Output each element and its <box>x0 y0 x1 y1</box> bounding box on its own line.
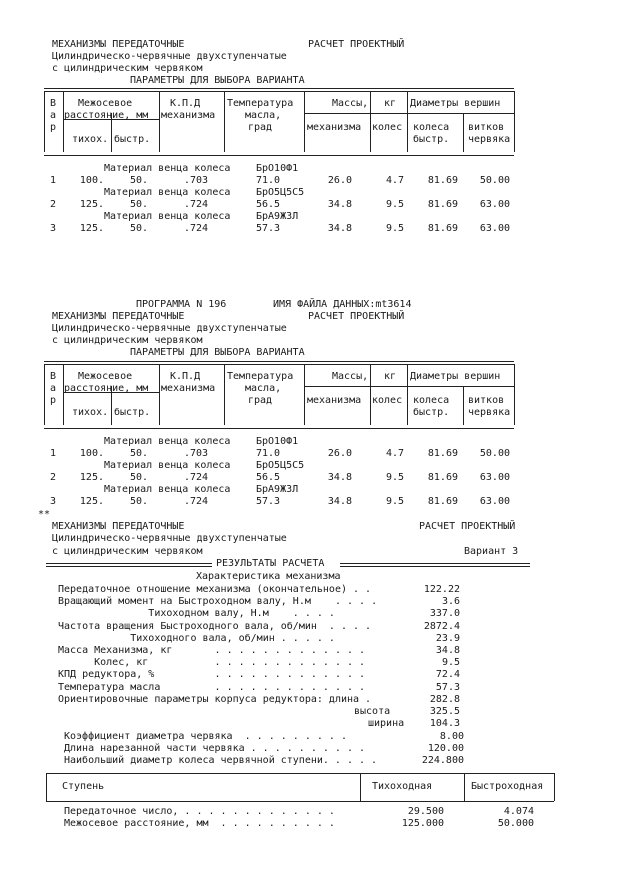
t2-row2-kpd: .724 <box>184 496 209 507</box>
t1-col-mass-mech: механизма <box>307 122 362 133</box>
results-rule-left <box>46 563 212 567</box>
t2-col-n-2: а <box>50 383 57 394</box>
t2-vline-6 <box>407 364 408 425</box>
t1-col-n-1: В <box>50 98 57 109</box>
t1-row1-slow: 125. <box>79 199 104 210</box>
t1-header-bottom <box>44 155 514 156</box>
t2-vline-7 <box>463 386 464 425</box>
stage-top-rule <box>46 773 554 774</box>
b3-subtitle-2: с цилиндрическим червяком <box>52 546 203 557</box>
result-value-6: 9.5 <box>441 657 460 669</box>
stage-row-slow-1: 125.000 <box>401 818 444 829</box>
result2-label-0: Коэффициент диаметра червяка . . . . . . . . . <box>64 731 347 742</box>
t1-row2-dworm: 63.00 <box>479 223 510 234</box>
result-value-4: 23.9 <box>435 632 460 644</box>
t2-col-temp3: град <box>248 395 273 406</box>
result-value-0: 122.22 <box>423 584 460 595</box>
t2-col-fast: быстр. <box>114 407 151 418</box>
b1-subtitle-2: с цилиндрическим червяком <box>52 63 203 74</box>
t1-col-temp3: град <box>248 122 273 133</box>
t2-row0-slow: 100. <box>79 448 104 459</box>
t1-row1-mmech: 34.8 <box>327 199 352 210</box>
t2-row1-fast: 50. <box>129 472 148 483</box>
params-table-1 <box>0 88 620 238</box>
result-label-3: Частота вращения Быстроходного вала, об/мин . . . . <box>58 620 372 632</box>
result-value-3: 2872.4 <box>423 620 460 632</box>
t2-row1-kpd: .724 <box>184 472 209 483</box>
result-value-9: 282.8 <box>429 693 460 705</box>
result-label-5: Масса Механизма, кг . . . . . . . . . . . . . <box>58 645 366 656</box>
t2-row2-slow: 125. <box>79 496 104 507</box>
t1-row2-slow: 125. <box>79 223 104 234</box>
result2-value-0: 8.00 <box>439 731 464 742</box>
stage-row-slow-0: 29.500 <box>407 806 444 817</box>
t1-row0-slow: 100. <box>79 175 104 186</box>
t1-row0-dworm: 50.00 <box>479 175 510 186</box>
b1-subtitle-3: ПАРАМЕТРЫ ДЛЯ ВЫБОРА ВАРИАНТА <box>130 75 305 86</box>
t2-vline-3 <box>224 364 225 425</box>
t1-col-diam-worm2: червяка <box>468 134 511 145</box>
b2-datafile: ИМЯ ФАЙЛА ДАННЫХ:mt3614 <box>273 299 412 310</box>
t2-row1-mat: БрО5Ц5С5 <box>256 460 305 471</box>
t2-row1-mwheel: 9.5 <box>385 472 404 483</box>
t2-header-bottom <box>44 428 514 429</box>
result-label-0: Передаточное отношение механизма (окончательное) . . <box>58 584 372 595</box>
t2-row0-dworm: 50.00 <box>479 448 510 459</box>
t2-row0-kpd: .703 <box>184 448 209 459</box>
t1-row0-mwheel: 4.7 <box>385 175 404 186</box>
result2-label-2: Наибольший диаметр колеса червячной ступени. . . . . <box>64 755 378 767</box>
b2-header-right: РАСЧЕТ ПРОЕКТНЫЙ <box>308 311 405 322</box>
t1-row2-kpd: .724 <box>184 223 209 234</box>
t1-vline-3 <box>224 91 225 152</box>
t1-row0-mat: БрО10Ф1 <box>256 163 299 174</box>
t2-row2-mat: БрА9Ж3Л <box>256 484 299 495</box>
t1-col-n-2: а <box>50 110 57 121</box>
t1-row2-mwheel: 9.5 <box>385 223 404 234</box>
t2-col-mass: Массы, <box>332 371 369 382</box>
result-value-8: 57.3 <box>435 681 460 693</box>
t1-vline-2 <box>159 91 160 152</box>
result-value-10: 325.5 <box>429 706 460 717</box>
t2-row2-n: 3 <box>50 496 57 507</box>
t1-col-kpd2: механизма <box>161 110 216 121</box>
t2-row0-mmech: 26.0 <box>327 448 352 459</box>
t2-row1-slow: 125. <box>79 472 104 483</box>
t2-col-temp: Температура <box>227 371 294 382</box>
t2-col-kpd2: механизма <box>161 383 216 394</box>
t1-vline-5 <box>370 91 371 152</box>
result-label-4: Тихоходного вала, об/мин . . . . . <box>58 632 335 644</box>
t1-row2-mmech: 34.8 <box>327 223 352 234</box>
variant-label: Вариант 3 <box>464 546 519 557</box>
t2-col-kpd: К.П.Д <box>170 371 201 382</box>
result-label-9: Ориентировочные параметры корпуса редуктора: длина . <box>58 693 372 705</box>
result-label-1: Вращающий момент на Быстроходном валу, Н.м . . . . <box>58 596 378 608</box>
t1-mass-rule <box>304 113 514 114</box>
t2-row2-mat-label: Материал венца колеса <box>104 484 231 495</box>
t2-col-temp2: масла, <box>245 383 282 394</box>
t1-row1-n: 2 <box>50 199 57 210</box>
characteristics-title: Характеристика механизма <box>196 571 341 582</box>
t2-vline-8 <box>514 364 515 425</box>
b2-subtitle-1: Цилиндрическо-червячные двухступенчатые <box>52 323 287 334</box>
t2-mass-rule <box>304 386 514 387</box>
b1-header-right: РАСЧЕТ ПРОЕКТНЫЙ <box>308 39 405 50</box>
t1-col-fast: быстр. <box>114 134 151 145</box>
t1-top-rule <box>44 88 514 92</box>
result-value-7: 72.4 <box>435 669 460 681</box>
result2-value-2: 224.800 <box>421 755 464 767</box>
t2-row0-dwheel: 81.69 <box>427 448 458 459</box>
result-label-11: ширина <box>368 718 405 730</box>
t2-col-mass-mech: механизма <box>307 395 362 406</box>
t1-row1-dwheel: 81.69 <box>427 199 458 210</box>
t2-row1-dworm: 63.00 <box>479 472 510 483</box>
b3-subtitle-1: Цилиндрическо-червячные двухступенчатые <box>52 533 287 544</box>
t2-row1-mmech: 34.8 <box>327 472 352 483</box>
stage-vline-2 <box>464 773 465 801</box>
stage-row-fast-0: 4.074 <box>503 806 534 817</box>
result-value-1: 3.6 <box>441 596 460 608</box>
t1-row1-temp: 56.5 <box>256 199 281 210</box>
t2-row0-mwheel: 4.7 <box>385 448 404 459</box>
t1-col-diam-worm: витков <box>468 122 505 133</box>
t1-row1-dworm: 63.00 <box>479 199 510 210</box>
t1-row2-dwheel: 81.69 <box>427 223 458 234</box>
t1-col-mass-wheel: колес <box>372 122 403 133</box>
t2-row1-dwheel: 81.69 <box>427 472 458 483</box>
stage-row-fast-1: 50.000 <box>497 818 534 829</box>
results-rule-right <box>340 563 530 567</box>
t2-col-diam-wheel: колеса <box>413 395 450 406</box>
t1-vline-4 <box>304 91 305 152</box>
t2-col-n-1: В <box>50 371 57 382</box>
t2-vline-2 <box>159 364 160 425</box>
stage-row-label-0: Передаточное число, . . . . . . . . . . . . . <box>64 806 335 817</box>
result-value-11: 104.3 <box>429 718 460 730</box>
b1-header-left: МЕХАНИЗМЫ ПЕРЕДАТОЧНЫЕ <box>52 39 185 50</box>
t2-col-dist: Межосевое <box>78 371 133 382</box>
t2-col-diam-wheel2: быстр. <box>413 407 450 418</box>
t1-row2-fast: 50. <box>129 223 148 234</box>
t1-row1-mwheel: 9.5 <box>385 199 404 210</box>
t2-col-n-3: р <box>50 395 57 406</box>
t2-top-rule <box>44 361 514 365</box>
result2-value-1: 120.00 <box>427 743 464 755</box>
t2-row2-temp: 57.3 <box>256 496 281 507</box>
result-label-10: высота <box>354 706 391 717</box>
t1-col-mass: Массы, <box>332 98 369 109</box>
stage-vline-1 <box>360 773 361 801</box>
t2-row0-n: 1 <box>50 448 57 459</box>
t1-row0-fast: 50. <box>129 175 148 186</box>
result-value-2: 337.0 <box>429 608 460 620</box>
stage-vline-0 <box>46 773 47 801</box>
t1-row0-temp: 71.0 <box>256 175 281 186</box>
t2-row2-mwheel: 9.5 <box>385 496 404 507</box>
t2-vline-5 <box>370 364 371 425</box>
t2-row0-fast: 50. <box>129 448 148 459</box>
t1-vline-8 <box>514 91 515 152</box>
t2-col-mass-unit: кг <box>384 371 397 382</box>
t1-row0-mmech: 26.0 <box>327 175 352 186</box>
t1-row2-n: 3 <box>50 223 57 234</box>
t2-col-mass-wheel: колес <box>372 395 403 406</box>
t2-row2-dwheel: 81.69 <box>427 496 458 507</box>
t2-row0-mat-label: Материал венца колеса <box>104 436 231 447</box>
result-label-7: КПД редуктора, % . . . . . . . . . . . . . <box>58 669 366 681</box>
result-label-6: Колес, кг . . . . . . . . . . . . . <box>58 657 366 669</box>
t1-row1-kpd: .724 <box>184 199 209 210</box>
t2-vline-4 <box>304 364 305 425</box>
result2-label-1: Длина нарезанной части червяка . . . . . . . . . . <box>64 743 366 755</box>
t1-row1-mat: БрО5Ц5С5 <box>256 187 305 198</box>
stars-marker: ** <box>38 509 51 520</box>
t2-row2-dworm: 63.00 <box>479 496 510 507</box>
b2-header-left: МЕХАНИЗМЫ ПЕРЕДАТОЧНЫЕ <box>52 311 185 322</box>
t2-row0-mat: БрО10Ф1 <box>256 436 299 447</box>
stage-vline-3 <box>554 773 555 801</box>
stage-row-label-1: Межосевое расстояние, мм . . . . . . . . . . <box>64 818 335 829</box>
t2-col-diam-worm: витков <box>468 395 505 406</box>
b1-subtitle-1: Цилиндрическо-червячные двухступенчатые <box>52 51 287 62</box>
t1-col-slow: тихох. <box>72 134 109 145</box>
b2-program: ПРОГРАММА N 196 <box>136 299 227 310</box>
t1-row2-temp: 57.3 <box>256 223 281 234</box>
t1-col-temp2: масла, <box>245 110 282 121</box>
t2-row0-temp: 71.0 <box>256 448 281 459</box>
t2-col-slow: тихох. <box>72 407 109 418</box>
t2-col-dist2: расстояние, мм <box>64 383 149 394</box>
b2-subtitle-2: с цилиндрическим червяком <box>52 335 203 346</box>
t1-vline-6 <box>407 91 408 152</box>
t1-col-mass-unit: кг <box>384 98 397 109</box>
t2-row1-temp: 56.5 <box>256 472 281 483</box>
t2-col-diam: Диаметры вершин <box>410 371 501 382</box>
t1-row0-n: 1 <box>50 175 57 186</box>
b2-subtitle-3: ПАРАМЕТРЫ ДЛЯ ВЫБОРА ВАРИАНТА <box>130 347 305 358</box>
results-title: РЕЗУЛЬТАТЫ РАСЧЕТА <box>216 558 325 569</box>
t1-col-diam-wheel2: быстр. <box>413 134 450 145</box>
t1-col-diam-wheel: колеса <box>413 122 450 133</box>
t1-row2-mat: БрА9Ж3Л <box>256 211 299 222</box>
t1-vline-0 <box>44 91 45 152</box>
t1-col-n-3: р <box>50 122 57 133</box>
t1-row0-kpd: .703 <box>184 175 209 186</box>
stage-col-fast: Быстроходная <box>471 781 544 792</box>
result-label-2: Тихоходном валу, Н.м . . . . <box>58 608 335 620</box>
t2-col-diam-worm2: червяка <box>468 407 511 418</box>
t2-row1-n: 2 <box>50 472 57 483</box>
t2-row1-mat-label: Материал венца колеса <box>104 460 231 471</box>
t1-col-diam: Диаметры вершин <box>410 98 501 109</box>
params-table-2 <box>0 361 620 511</box>
t1-col-dist: Межосевое <box>78 98 133 109</box>
t2-row2-fast: 50. <box>129 496 148 507</box>
t2-vline-0 <box>44 364 45 425</box>
t1-row0-dwheel: 81.69 <box>427 175 458 186</box>
t1-vline-7 <box>463 113 464 152</box>
t1-row1-fast: 50. <box>129 199 148 210</box>
stage-col-slow: Тихоходная <box>372 781 433 792</box>
t1-col-dist2: расстояние, мм <box>64 110 149 121</box>
t1-row2-mat-label: Материал венца колеса <box>104 211 231 222</box>
t1-col-kpd: К.П.Д <box>170 98 201 109</box>
stage-col-stage: Ступень <box>62 781 105 792</box>
t1-row1-mat-label: Материал венца колеса <box>104 187 231 198</box>
t2-row2-mmech: 34.8 <box>327 496 352 507</box>
b3-header-right: РАСЧЕТ ПРОЕКТНЫЙ <box>419 521 516 532</box>
result-value-5: 34.8 <box>435 645 460 656</box>
t1-row0-mat-label: Материал венца колеса <box>104 163 231 174</box>
stage-bottom-rule <box>46 801 554 802</box>
t1-col-temp: Температура <box>227 98 294 109</box>
b3-header-left: МЕХАНИЗМЫ ПЕРЕДАТОЧНЫЕ <box>52 521 185 532</box>
result-label-8: Температура масла . . . . . . . . . . . . . <box>58 681 366 693</box>
